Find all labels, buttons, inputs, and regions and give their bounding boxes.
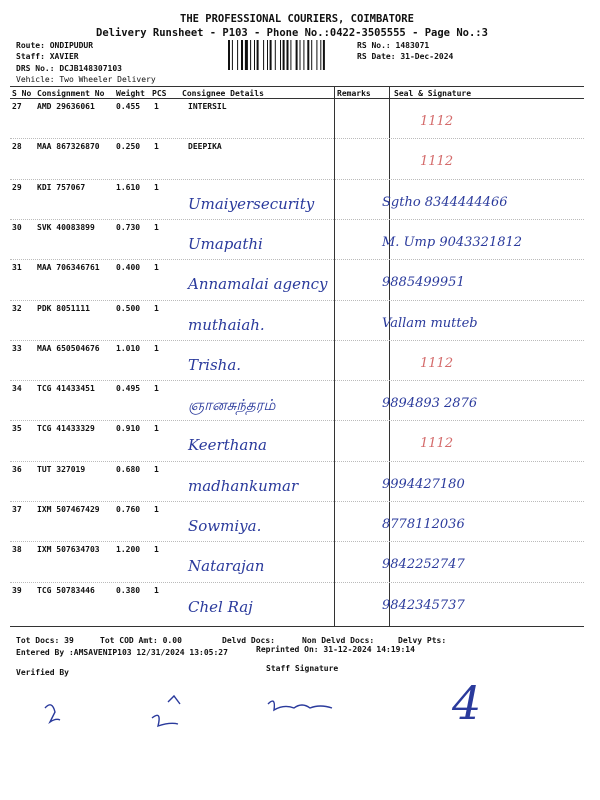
entered-by: Entered By :AMSAVENIP103 12/31/2024 13:05:27 [16, 648, 228, 657]
row-divider [10, 582, 584, 583]
col-consignment: Consignment No [37, 89, 105, 98]
delvy-pts: Delvy Pts: [398, 636, 447, 645]
row-sno: 32 [12, 304, 22, 313]
row-divider [10, 259, 584, 260]
table-bottom-line [10, 626, 584, 627]
handwritten-count: 4 [452, 676, 482, 730]
barcode-bar [275, 40, 276, 70]
staff-label: Staff: XAVIER [16, 52, 79, 61]
row-consignment-no: TCG 41433451 [37, 384, 95, 393]
row-handwritten-consignee: Annamalai agency [188, 275, 328, 293]
rs-number: RS No.: 1483071 [357, 41, 430, 50]
row-signature: 9842252747 [382, 557, 465, 572]
row-sno: 36 [12, 465, 22, 474]
row-weight: 0.495 [116, 384, 141, 393]
row-pcs: 1 [154, 424, 159, 433]
row-sno: 35 [12, 424, 22, 433]
barcode-bar [300, 40, 301, 70]
vehicle-label: Vehicle: Two Wheeler Delivery [16, 75, 156, 84]
row-pcs: 1 [154, 465, 159, 474]
row-signature: 9842345737 [382, 598, 465, 613]
row-handwritten-consignee: muthaiah. [188, 316, 265, 334]
row-sno: 34 [12, 384, 22, 393]
row-handwritten-consignee: ஞானசுந்தரம் [188, 396, 276, 414]
row-weight: 1.010 [116, 344, 141, 353]
barcode-bar [316, 40, 317, 70]
row-consignment-no: MAA 650504676 [37, 344, 100, 353]
barcode-bar [280, 40, 281, 70]
row-signature: 9894893 2876 [382, 396, 478, 411]
row-sno: 38 [12, 545, 22, 554]
row-consignment-no: IXM 507467429 [37, 505, 100, 514]
row-consignment-no: TCG 41433329 [37, 424, 95, 433]
row-signature: 8778112036 [382, 517, 465, 532]
barcode-bar [323, 40, 325, 70]
barcode-bar [320, 40, 321, 70]
row-sno: 30 [12, 223, 22, 232]
staff-signature-label: Staff Signature [266, 664, 339, 673]
barcode-bar [303, 40, 304, 70]
row-signature: 1112 [420, 114, 454, 129]
tot-docs: Tot Docs: 39 [16, 636, 74, 645]
row-weight: 0.910 [116, 424, 141, 433]
row-consignment-no: KDI 757067 [37, 183, 86, 192]
col-sno: S No [12, 89, 32, 98]
row-consignment-no: PDK 8051111 [37, 304, 90, 313]
row-signature: 1112 [420, 154, 454, 169]
row-signature: 9994427180 [382, 477, 465, 492]
row-divider [10, 541, 584, 542]
row-pcs: 1 [154, 545, 159, 554]
col-remarks: Remarks [337, 89, 371, 98]
row-consignment-no: SVK 40083899 [37, 223, 95, 232]
barcode-bar [250, 40, 251, 70]
row-weight: 0.730 [116, 223, 141, 232]
row-divider [10, 179, 584, 180]
col-consignee: Consignee Details [182, 89, 264, 98]
barcode-bar [296, 40, 298, 70]
row-divider [10, 420, 584, 421]
non-delvd-docs: Non Delvd Docs: [302, 636, 375, 645]
row-consignment-no: AMD 29636061 [37, 102, 95, 111]
row-divider [10, 300, 584, 301]
row-consignment-no: MAA 867326870 [37, 142, 100, 151]
row-handwritten-consignee: Trisha. [188, 356, 242, 374]
footer-signatures [40, 690, 370, 750]
header-bottom-line [10, 98, 584, 99]
row-divider [10, 138, 584, 139]
row-pcs: 1 [154, 263, 159, 272]
row-handwritten-consignee: Chel Raj [188, 598, 253, 616]
barcode-bar [241, 40, 243, 70]
barcode-bar [263, 40, 264, 70]
row-consignment-no: IXM 507634703 [37, 545, 100, 554]
barcode-bar [270, 40, 272, 70]
row-handwritten-consignee: madhankumar [188, 477, 299, 495]
row-weight: 0.380 [116, 586, 141, 595]
reprinted-on: Reprinted On: 31-12-2024 14:19:14 [256, 645, 415, 654]
row-signature: 9885499951 [382, 275, 465, 290]
row-weight: 0.400 [116, 263, 141, 272]
row-signature: M. Ump 9043321812 [382, 235, 523, 250]
row-weight: 0.250 [116, 142, 141, 151]
drs-label: DRS No.: DCJB148307103 [16, 64, 122, 73]
row-pcs: 1 [154, 304, 159, 313]
col-weight: Weight [116, 89, 145, 98]
barcode-image [228, 40, 348, 70]
row-signature: Sgtho 8344444466 [382, 195, 508, 210]
route-label: Route: ONDIPUDUR [16, 41, 94, 50]
delvd-docs: Delvd Docs: [222, 636, 275, 645]
rs-date: RS Date: 31-Dec-2024 [357, 52, 454, 61]
company-title: THE PROFESSIONAL COURIERS, COIMBATORE [180, 13, 414, 25]
row-divider [10, 461, 584, 462]
barcode-bar [267, 40, 268, 70]
row-consignment-no: MAA 706346761 [37, 263, 100, 272]
row-consignment-no: TCG 50783446 [37, 586, 95, 595]
row-pcs: 1 [154, 142, 159, 151]
row-sno: 37 [12, 505, 22, 514]
barcode-bar [228, 40, 230, 70]
row-weight: 0.680 [116, 465, 141, 474]
col-pcs: PCS [152, 89, 167, 98]
row-signature: 1112 [420, 356, 454, 371]
remarks-divider [334, 86, 335, 626]
barcode-bar [232, 40, 233, 70]
barcode-bar [307, 40, 309, 70]
row-consignment-no: TUT 327019 [37, 465, 86, 474]
barcode-bar [257, 40, 259, 70]
row-sno: 29 [12, 183, 22, 192]
row-signature: 1112 [420, 436, 454, 451]
row-divider [10, 340, 584, 341]
barcode-bar [237, 40, 238, 70]
row-pcs: 1 [154, 384, 159, 393]
runsheet-subtitle: Delivery Runsheet - P103 - Phone No.:0422-3505555 - Page No.:3 [96, 27, 488, 39]
col-seal-signature: Seal & Signature [394, 89, 472, 98]
row-divider [10, 219, 584, 220]
row-weight: 0.455 [116, 102, 141, 111]
tot-cod-amt: Tot COD Amt: 0.00 [100, 636, 182, 645]
barcode-bar [254, 40, 255, 70]
table-top-line [10, 86, 584, 87]
row-pcs: 1 [154, 505, 159, 514]
row-sno: 33 [12, 344, 22, 353]
row-pcs: 1 [154, 102, 159, 111]
row-handwritten-consignee: Umapathi [188, 235, 263, 253]
row-handwritten-consignee: Sowmiya. [188, 517, 262, 535]
row-sno: 28 [12, 142, 22, 151]
row-pcs: 1 [154, 223, 159, 232]
barcode-bar [245, 40, 248, 70]
row-pcs: 1 [154, 586, 159, 595]
row-weight: 0.500 [116, 304, 141, 313]
row-divider [10, 380, 584, 381]
row-sno: 39 [12, 586, 22, 595]
verified-by-label: Verified By [16, 668, 69, 677]
barcode-bar [283, 40, 285, 70]
row-pcs: 1 [154, 183, 159, 192]
row-handwritten-consignee: Natarajan [188, 557, 265, 575]
row-consignee: INTERSIL [188, 102, 227, 111]
row-divider [10, 501, 584, 502]
row-weight: 0.760 [116, 505, 141, 514]
row-consignee: DEEPIKA [188, 142, 222, 151]
row-signature: Vallam mutteb [382, 316, 478, 331]
row-sno: 27 [12, 102, 22, 111]
row-sno: 31 [12, 263, 22, 272]
seal-divider [389, 86, 390, 626]
barcode-bar [287, 40, 289, 70]
row-pcs: 1 [154, 344, 159, 353]
row-handwritten-consignee: Keerthana [188, 436, 267, 454]
barcode-bar [290, 40, 291, 70]
row-weight: 1.610 [116, 183, 141, 192]
barcode-bar [311, 40, 312, 70]
row-weight: 1.200 [116, 545, 141, 554]
row-handwritten-consignee: Umaiyersecurity [188, 195, 315, 213]
